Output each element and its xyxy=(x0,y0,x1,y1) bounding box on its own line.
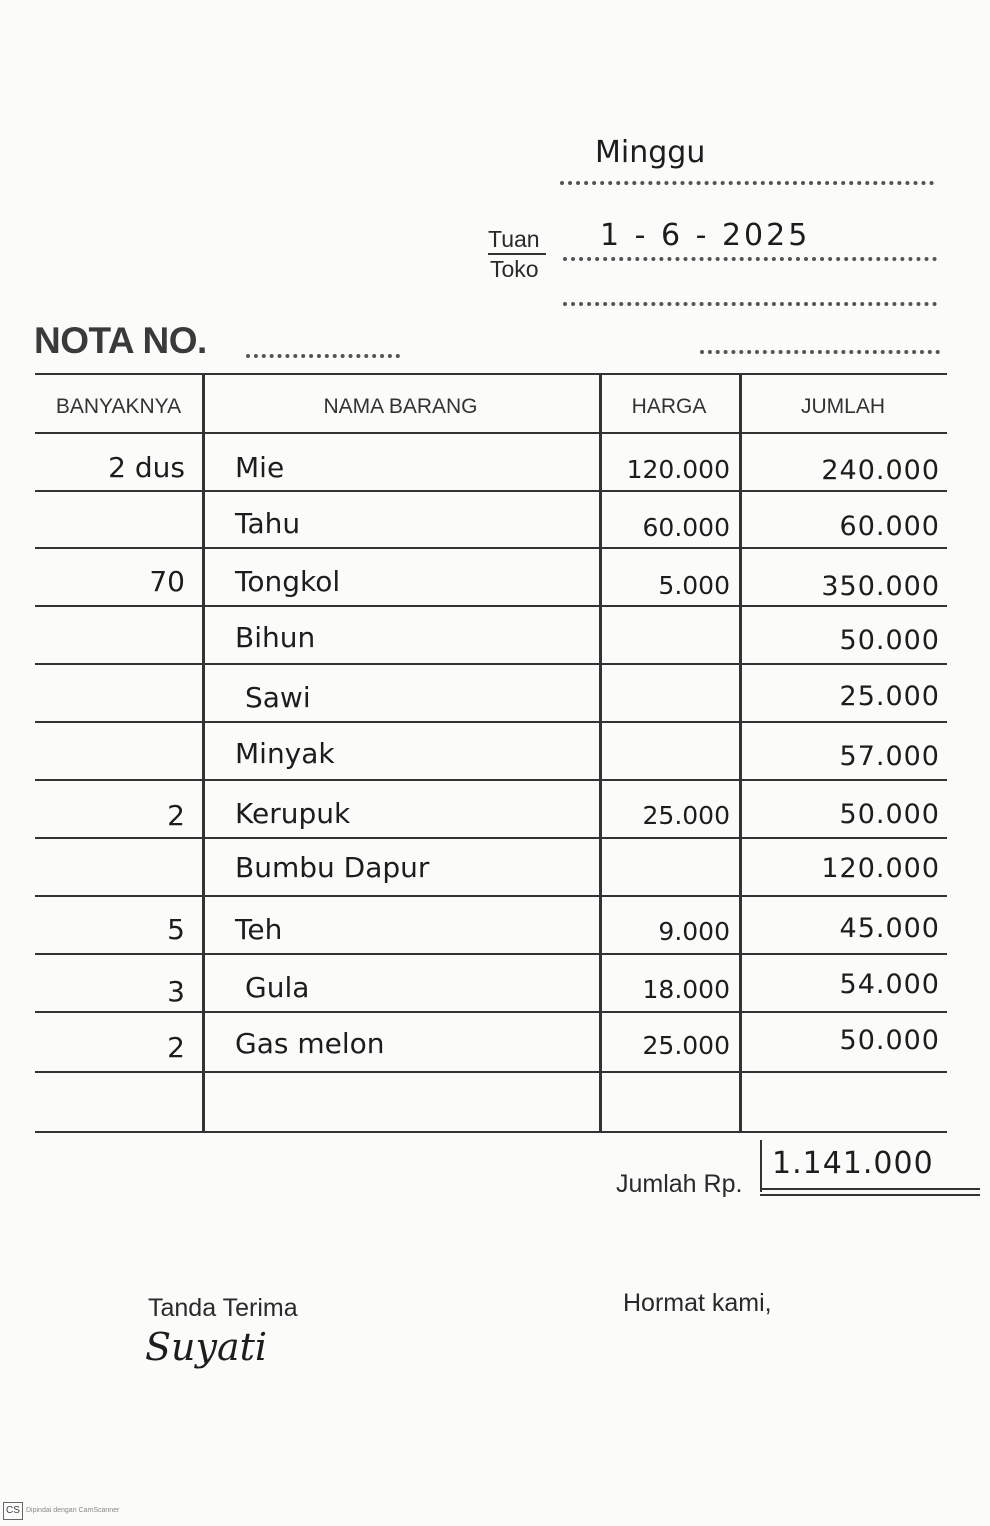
column-header-total: JUMLAH xyxy=(800,395,885,418)
row-item-name: Kerupuk xyxy=(235,797,351,830)
row-price: 18.000 xyxy=(642,975,730,1004)
total-underline xyxy=(760,1188,980,1190)
tuan-label: Tuan xyxy=(488,226,540,252)
row-total: 60.000 xyxy=(839,511,940,542)
col-divider-3 xyxy=(739,373,742,1133)
row-price: 9.000 xyxy=(658,917,730,946)
toko-dotted-line xyxy=(563,302,937,306)
row-qty: 70 xyxy=(149,565,185,598)
row-qty: 2 dus xyxy=(108,451,185,484)
row-item-name: Gas melon xyxy=(235,1027,385,1060)
receipt-label: Tanda Terima xyxy=(148,1294,298,1322)
row-total: 50.000 xyxy=(839,1025,940,1056)
row-price: 25.000 xyxy=(642,801,730,830)
camscanner-text: Dipindai dengan CamScanner xyxy=(26,1507,120,1514)
row-qty: 3 xyxy=(167,975,185,1008)
total-value: 1.141.000 xyxy=(772,1146,934,1181)
row-total: 54.000 xyxy=(839,969,940,1000)
row-item-name: Mie xyxy=(235,451,285,484)
row-total: 57.000 xyxy=(839,741,940,772)
nota-number-label: NOTA NO. xyxy=(34,320,207,361)
row-total: 50.000 xyxy=(839,799,940,830)
table-top-border xyxy=(35,373,947,375)
row-qty: 2 xyxy=(167,1031,185,1064)
row-item-name: Sawi xyxy=(245,681,311,714)
row-price: 60.000 xyxy=(642,513,730,542)
row-item-name: Tongkol xyxy=(235,565,341,598)
day-dotted-line xyxy=(560,181,934,185)
total-label: Jumlah Rp. xyxy=(616,1170,743,1198)
column-header-price: HARGA xyxy=(631,395,707,418)
respect-label: Hormat kami, xyxy=(623,1289,772,1317)
column-header-qty: BANYAKNYA xyxy=(55,395,182,418)
tuan-toko-divider xyxy=(488,253,546,255)
row-qty: 5 xyxy=(167,913,185,946)
day-handwritten: Minggu xyxy=(595,135,706,170)
total-double-underline xyxy=(760,1194,980,1196)
row-item-name: Tahu xyxy=(235,507,301,540)
items-table xyxy=(35,373,947,1133)
extra-dotted-line xyxy=(700,350,940,354)
row-total: 45.000 xyxy=(839,913,940,944)
nota-number-dotted-line xyxy=(246,354,400,358)
row-total: 120.000 xyxy=(821,853,940,884)
total-box-border xyxy=(760,1140,762,1192)
table-bottom-border xyxy=(35,1131,947,1133)
tuan-dotted-line xyxy=(563,257,937,261)
header-bottom-border xyxy=(35,432,947,434)
col-divider-1 xyxy=(202,373,205,1133)
row-qty: 2 xyxy=(167,799,185,832)
row-price: 5.000 xyxy=(658,571,730,600)
column-header-name: NAMA BARANG xyxy=(323,395,478,418)
col-divider-2 xyxy=(599,373,602,1133)
row-price: 120.000 xyxy=(626,455,730,484)
row-total: 240.000 xyxy=(821,455,940,486)
camscanner-logo-icon: CS xyxy=(3,1502,23,1520)
signature: Suyati xyxy=(145,1325,268,1369)
date-handwritten: 1 - 6 - 2025 xyxy=(600,218,811,253)
row-total: 350.000 xyxy=(821,571,940,602)
row-total: 25.000 xyxy=(839,681,940,712)
row-item-name: Minyak xyxy=(235,737,335,770)
row-item-name: Gula xyxy=(245,971,310,1004)
row-item-name: Bumbu Dapur xyxy=(235,851,430,884)
toko-label: Toko xyxy=(490,256,539,282)
row-item-name: Bihun xyxy=(235,621,316,654)
row-item-name: Teh xyxy=(235,913,283,946)
row-price: 25.000 xyxy=(642,1031,730,1060)
row-total: 50.000 xyxy=(839,625,940,656)
